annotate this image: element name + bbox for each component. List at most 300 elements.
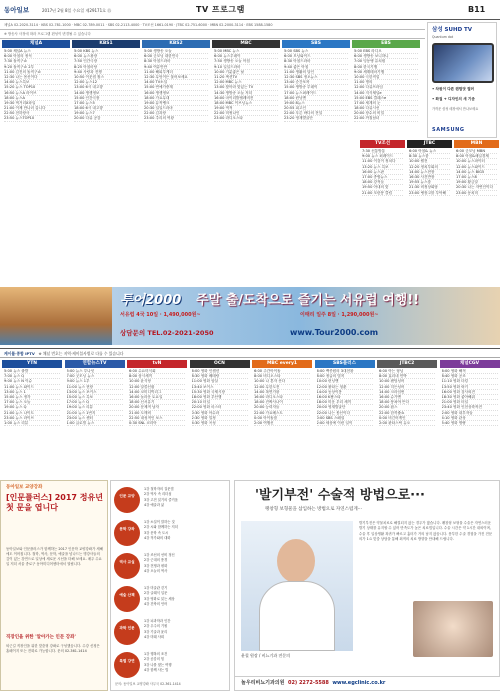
schedule-notice: ※ 방송사 사정에 따라 프로그램 편성이 변경될 수 있습니다 <box>0 30 425 39</box>
course-session: 1강 철학자의 질문법 <box>144 487 174 491</box>
program-listing: 15:00 인간극장 <box>74 96 138 101</box>
program-listing: 11:00 뉴스 와이드 <box>4 385 60 390</box>
channel-name[interactable]: EBS <box>352 40 420 48</box>
channel-column <box>282 40 350 285</box>
program-listing: 16:00 생생정보 <box>144 91 208 96</box>
program-listing: 17:00 뉴스5 <box>74 101 138 106</box>
program-listing: 18:00 런닝맨 <box>284 96 348 101</box>
ad-point: • 차원이 다른 퀀텀닷 컬러 <box>432 87 475 91</box>
program-listing: 19:00 뉴스 리뷰 <box>67 405 123 410</box>
channel-column <box>407 140 452 285</box>
program-listing: 5:00 EBS 라디오 <box>354 49 418 54</box>
program-listing: 7:00 뉴스 Q <box>4 374 60 379</box>
program-listing: 20:00 잡스 <box>379 405 435 410</box>
program-listing: 17:00 뉴스 오늘 <box>4 400 60 405</box>
program-listing: 12:30 SBS 정오뉴스 <box>284 75 348 80</box>
program-listing: 23:00 냉장고를 부탁해 <box>409 191 450 196</box>
program-listing: 0:00 비긴어게인 <box>379 416 435 421</box>
issue-date: 2017년 2월 8일 수요일 제29171호 ⑮ <box>42 8 112 13</box>
clinic-ad-subtitle: 팽창형 보형물을 삽입하는 방법으로 자연스럽게··· <box>265 507 362 512</box>
channel-name[interactable]: SBS <box>282 40 350 48</box>
program-listing: 2:00 여행신 <box>254 421 310 426</box>
newspaper-name: 동아일보 <box>4 6 30 14</box>
program-listing: 6:00 아침의 정석 <box>4 54 68 59</box>
program-listing: 13:00 찾아라 맛있는 TV <box>214 85 278 90</box>
page-header <box>0 0 500 20</box>
course-session: 3강 문학 속 도시 <box>144 530 169 535</box>
program-listing: 0:30 SNL 코리아 <box>129 421 185 426</box>
program-listing: 23:20 영재발굴단 <box>284 116 348 121</box>
clinic-ad-title: '발기부전' 수술적 방법으로··· <box>255 488 425 503</box>
program-listing: 8:00 효리네 민박 <box>379 374 435 379</box>
program-listing: 5:00 MBC 뉴스 <box>214 49 278 54</box>
program-listing: 9:40 여유만만 <box>144 65 208 70</box>
program-listing: 15:20 뉴스 TOP10 <box>4 85 68 90</box>
program-listing: 10:00 극한직업 <box>354 75 418 80</box>
program-listing: 5:40 영화 명량 <box>442 421 498 426</box>
channel-column <box>72 40 140 285</box>
program-listing: 14:00 크라임씬 <box>379 390 435 395</box>
program-listing: 16:00 마이리틀텔레비전 <box>214 96 278 101</box>
program-listing: 19:00 뉴스 Q <box>4 405 60 410</box>
program-listing: 14:00 TV소설 <box>144 80 208 85</box>
program-listing: 8:00 삼시세끼 <box>129 374 185 379</box>
program-listing: 14:30 생방송 오늘 저녁 <box>214 91 278 96</box>
program-listing: 11:00 뉴스 현장 <box>67 385 123 390</box>
channel-name[interactable]: OCN <box>190 360 250 368</box>
samsung-logo: SAMSUNG <box>432 127 465 133</box>
channel-column <box>212 40 280 285</box>
ad-point: • 화질 + 디자인의 새 기준 <box>432 97 475 101</box>
program-listing: 12:30 나는 몸신이다 <box>4 75 68 80</box>
couple-photo <box>413 601 493 657</box>
channel-name[interactable]: JTBC <box>407 140 452 148</box>
program-listing: 18:00 뉴스A <box>4 96 68 101</box>
channel-name[interactable]: TV조선 <box>360 140 405 148</box>
channel-column <box>360 140 405 285</box>
program-listing: 7:30 신통방통 <box>362 149 403 154</box>
program-listing: 12:00 MBC 뉴스 <box>214 80 278 85</box>
program-listing: 8:30 아침드라마 <box>284 59 348 64</box>
program-listing: 14:00 지식채널e <box>354 91 418 96</box>
course-item[interactable] <box>114 584 228 614</box>
program-listing: 10:00 뉴스파이터 <box>456 159 497 164</box>
program-listing: 0:30 영화 아수라 <box>192 411 248 416</box>
lecture-headline: [인문플러스] 2017 정유년 첫 문을 엽니다 <box>6 493 103 512</box>
program-listing: 15:00 뉴스 정각 <box>4 395 60 400</box>
program-listing: 12:00 뉴스와이드 <box>456 165 497 170</box>
course-session: 1강 뇌과학과 인간 <box>144 619 171 623</box>
program-listing: 8:30 영화 베테랑 <box>192 374 248 379</box>
lecture-headline-2: 직장인을 위한 '알아가는 인문 강좌' <box>6 635 76 640</box>
program-listing: 22:00 나는 몸신이다 <box>317 411 373 416</box>
program-listing: 13:40 보이스 <box>192 385 248 390</box>
program-listing: 9:40 좋은 아침 <box>284 65 348 70</box>
program-listing: 15:30 영화 국제시장 <box>192 390 248 395</box>
program-listing: 13:50 영화 럭키 <box>442 385 498 390</box>
program-listing: 16:00 라디오스타 <box>254 395 310 400</box>
channel-column <box>315 360 375 478</box>
program-listing: 11:20 섹션TV <box>214 75 278 80</box>
course-session: 1강 행복의 조건 <box>144 652 168 656</box>
course-session: 4강 건축의 언어 <box>144 601 168 606</box>
program-listing: 11:00 영화 암살 <box>192 379 248 384</box>
program-listing: 18:00 가요무대 <box>144 96 208 101</box>
program-listing: 14:00 코미디빅리그 <box>129 390 185 395</box>
program-listing: 19:00 황금알 <box>456 180 497 185</box>
program-listing: 22:00 영화 마스터 <box>192 405 248 410</box>
program-listing: 14:00 생생정보 <box>74 91 138 96</box>
program-listing: 17:00 뉴스퍼레이드 <box>284 91 348 96</box>
program-listing: 9:00 세계테마기행 <box>354 70 418 75</box>
course-session: 1강 소설이 말하는 것 <box>144 520 175 524</box>
course-session: 3강 영화로 읽는 세상 <box>144 596 175 601</box>
channel-name[interactable]: KBS1 <box>72 40 140 48</box>
program-listing: 19:00 뉴스7 <box>74 111 138 116</box>
program-listing: 1:00 글로벌 뉴스 <box>67 421 123 426</box>
course-session: 4강 미래 사회 <box>144 634 165 639</box>
program-listing: 18:00 뭉쳐야 뜬다 <box>379 400 435 405</box>
program-listing: 14:00 뉴스현장 <box>409 170 450 175</box>
course-category-badge: 예술 산책 <box>114 586 140 612</box>
program-listing: 19:00 뮤직뱅크 <box>144 101 208 106</box>
program-listing: 5:00 뉴스 출발 <box>4 369 60 374</box>
course-session: 1강 조선의 선비 정신 <box>144 553 175 557</box>
program-listing: 11:00 해피투게더 <box>144 70 208 75</box>
program-listing: 17:00 뉴스 Q <box>67 400 123 405</box>
channel-name[interactable]: tvN <box>127 360 187 368</box>
program-listing: 5:00 채널A 뉴스 <box>4 49 68 54</box>
course-session: 1강 미술관 걷기 <box>144 586 168 590</box>
program-listing: 11:00 김진의 돌직구쇼 <box>4 70 68 75</box>
clinic-contact <box>235 676 500 690</box>
program-listing: 22:00 가요베스트 <box>254 411 310 416</box>
channel-column <box>127 360 187 478</box>
program-listing: 1:00 뉴스 리뷰 <box>4 421 60 426</box>
program-listing: 22:00 미씽나인 <box>214 111 278 116</box>
course-session: 3강 전쟁과 평화 <box>144 563 168 568</box>
program-listing: 4:30 영화 곡성 <box>192 421 248 426</box>
program-listing: 0:00 아이돌룸 <box>254 416 310 421</box>
program-listing: 21:00 영화 터널 <box>442 400 498 405</box>
travel-ad-banner[interactable] <box>0 287 500 345</box>
program-listing: 16:00 K팝스타 <box>317 395 373 400</box>
travel-website-link[interactable]: www.Tour2000.com <box>290 328 379 337</box>
program-listing: 20:00 문제적 남자 <box>129 405 185 410</box>
program-listing: 11:10 영화 더킹 <box>442 379 498 384</box>
program-listing: 11:00 이것이 정치다 <box>362 159 403 164</box>
course-session: 2강 역사 속 리더십 <box>144 492 172 497</box>
course-session: 2강 시와 함께하는 저녁 <box>144 525 178 530</box>
program-listing: 20:00 능력자들 <box>254 405 310 410</box>
program-listing: 18:00 6시 내고향 <box>74 106 138 111</box>
program-listing: 2:30 영화 밀정 <box>192 416 248 421</box>
program-listing: 20:00 다큐 공감 <box>74 116 138 121</box>
program-listing: 11:00 생활의 달인 <box>284 70 348 75</box>
program-listing: 10:00 썰전 <box>409 159 450 164</box>
tour2000-logo: 투어2000 <box>120 293 182 308</box>
program-listing: 14:00 뉴스특보 <box>4 80 68 85</box>
course-list <box>110 480 230 691</box>
course-session: 2강 우주의 기원 <box>144 624 168 629</box>
program-listing: 16:50 뉴스A 라이브 <box>4 91 68 96</box>
program-listing: 5:00 생방송 오늘 <box>144 49 208 54</box>
program-listing: 12:00 알쓸신잡 <box>129 385 185 390</box>
program-listing: 9:00 뉴스 퍼레이드 <box>362 154 403 159</box>
program-listing: 0:00 SBS 스페셜 <box>317 416 373 421</box>
course-session: 4강 예술과 삶 <box>144 502 165 507</box>
clinic-ad[interactable] <box>234 480 500 691</box>
program-listing: 12:30 무엇이든 물어보세요 <box>144 75 208 80</box>
channel-column <box>454 140 499 285</box>
program-listing: 6:00 뉴스광장 <box>74 54 138 59</box>
program-listing: 22:50 내성적인 보스 <box>129 416 185 421</box>
program-listing: 19:50 아내의 맛 <box>362 185 403 190</box>
program-listing: 13:40 순간포착 <box>284 80 348 85</box>
course-session: 3강 기술과 윤리 <box>144 629 168 634</box>
program-listing: 5:00 KBS 뉴스 <box>74 49 138 54</box>
program-listing: 6:00 굿모닝 대한민국 <box>144 54 208 59</box>
travel-headline: 주말 출/도착으로 즐기는 서유럽 여행!! <box>196 293 420 308</box>
program-listing: 19:55 뉴스룸 <box>409 180 450 185</box>
program-listing: 10:00 런닝맨 <box>317 379 373 384</box>
program-listing: 23:00 뉴스 센터 <box>67 416 123 421</box>
course-item[interactable] <box>114 551 228 581</box>
program-listing: 23:40 영화 인천상륙작전 <box>442 405 498 410</box>
channel-name[interactable]: 연합뉴스TV <box>65 360 125 368</box>
cable-note: ※ 채널 번호는 지역·케이블사별로 다를 수 있습니다 <box>38 351 124 356</box>
program-listing: 23:50 뉴스TOP10 <box>4 116 68 121</box>
program-listing: 22:50 천하장사 <box>4 111 68 116</box>
program-listing: 6:00 생방송 보니하니 <box>354 54 418 59</box>
program-listing: 21:00 모란봉 클럽 <box>362 191 403 196</box>
ad-point: 가까운 삼성 매장에서 만나보세요 <box>432 107 479 111</box>
package-price: 서유럽 4국 10일 · 1,490,000원~ <box>120 312 201 318</box>
channel-column <box>190 360 250 478</box>
cable-iptv-header <box>0 348 500 358</box>
program-listing: 12:00 뉴스12 <box>74 80 138 85</box>
course-item[interactable] <box>114 485 228 515</box>
course-category-badge: 과학 인문 <box>114 619 140 645</box>
program-listing: 18:00 강적들 <box>362 180 403 185</box>
course-session: 2강 공감의 힘 <box>144 657 165 662</box>
program-listing: 11:00 명의 <box>354 80 418 85</box>
program-listing: 22:00 김과장 <box>144 111 208 116</box>
program-listing: 19:00 역적 <box>214 106 278 111</box>
program-listing: 2:00 영화 내부자들 <box>442 411 498 416</box>
channel-column <box>65 360 125 478</box>
program-listing: 23:00 동치미 <box>456 191 497 196</box>
program-listing: 8:40 영화 공조 <box>442 374 498 379</box>
program-listing: 7:50 인간극장 <box>74 59 138 64</box>
channel-name[interactable]: KBS2 <box>142 40 210 48</box>
page-number: B11 <box>468 5 486 14</box>
course-item[interactable] <box>114 617 228 647</box>
program-listing: 10:50 이웃집 찰스 <box>74 75 138 80</box>
doctor-name: 윤철 원장 / 비뇨기과 전문의 <box>241 653 290 658</box>
program-listing: 16:00 뉴스판 <box>362 170 403 175</box>
program-listing: 7:00 굿모닝 뉴스 <box>67 374 123 379</box>
course-session: 4강 오늘의 역사 <box>144 568 168 573</box>
program-listing: 6:00 아는 형님 <box>379 369 435 374</box>
lecture-body: 동아일보와 인문플러스가 함께하는 2017 인문학 교양강좌가 새해에도 이어집니다. 철학, 역사, 문학, 예술을 넘나드는 명강사들의 깊이 있는 강연으로 일상에 새로운 시선을 더해 보세요. 매주 수요일 저녁 서울 종로구 동아미디어센터에서 열립니다. <box>6 547 103 567</box>
program-listing: 23:00 라디오스타 <box>214 116 278 121</box>
program-listing: 21:00 뉴스 나이트 <box>4 411 60 416</box>
program-listing: 2:00 판타스틱 듀오 <box>379 421 435 426</box>
package-price: 이태리 일주 8일 · 1,290,000원~ <box>300 312 379 318</box>
course-session: 4강 작가와의 대화 <box>144 535 171 540</box>
doctor-photo <box>241 521 353 651</box>
program-listing: 19:00 8뉴스 <box>284 101 348 106</box>
clinic-name: 놀우리비뇨기과의원 <box>241 680 285 686</box>
program-listing: 17:00 뉴스8 <box>456 175 497 180</box>
lecture-kicker: 동아일보 교양강좌 <box>6 485 43 490</box>
program-listing: 8:00 한국기행 <box>354 65 418 70</box>
course-item[interactable] <box>114 518 228 548</box>
program-listing: 14:00 뉴스 BIG5 <box>456 170 497 175</box>
channel-name[interactable]: SBS플러스 <box>315 360 375 368</box>
program-listing: 13:20 뉴스 특보 <box>362 165 403 170</box>
program-listing: 10:00 윤식당 <box>129 379 185 384</box>
channel-name[interactable]: 채널CGV <box>440 360 500 368</box>
channel-name[interactable]: MBC every1 <box>252 360 312 368</box>
channel-column <box>440 360 500 478</box>
channel-column <box>377 360 437 478</box>
program-listing: 12:00 히든싱어 <box>379 385 435 390</box>
program-listing: 14:00 동상이몽 <box>317 390 373 395</box>
program-listing: 8:30 뉴스룸 <box>409 154 450 159</box>
course-category-badge: 역사 교실 <box>114 553 140 579</box>
program-listing: 18:00 영화 부산행 <box>192 395 248 400</box>
program-listing: 20:00 영재발굴단 <box>317 405 373 410</box>
program-listing: 15:00 생방송 투데이 <box>284 85 348 90</box>
program-listing: 22:00 한끼줍쇼 <box>379 411 435 416</box>
channel-column <box>252 360 312 478</box>
program-listing: 9:00 뉴스 N 이슈 <box>4 379 60 384</box>
broadcaster-contacts: 채널A 02-2020-3114 · KBS 02-781-1000 · MBC 02-789-0011 · SBS 02-2113-4000 · TV조선 1661-0190 · JTBC 02-751-6000 · MBN 02-2000-3114 · EBS 1588-1580 <box>0 21 425 30</box>
program-listing: 9:40 사랑과 전쟁 <box>74 70 138 75</box>
program-listing: 6:00 뉴스투데이 <box>214 54 278 59</box>
program-listing: 16:00 영화 검사외전 <box>442 390 498 395</box>
program-listing: 17:00 종합뉴스 <box>362 175 403 180</box>
channel-name[interactable]: MBC <box>212 40 280 48</box>
program-listing: 12:20 정치부회의 <box>409 165 450 170</box>
program-listing: 18:30 영화 좋아해줘 <box>442 395 498 400</box>
clinic-phone: 02) 2272-5588 <box>287 680 329 686</box>
channel-name[interactable]: MBN <box>454 140 499 148</box>
program-listing: 20:30 일일드라마 <box>144 106 208 111</box>
program-listing: 21:00 뉴스 1번지 <box>67 411 123 416</box>
channel-column <box>2 40 70 285</box>
program-listing: 6:00 아침& 뉴스 <box>409 149 450 154</box>
program-listing: 8:00 비디오스타 <box>254 374 310 379</box>
course-category-badge: 특별 강연 <box>114 652 140 678</box>
course-session: 3강 고전 읽기의 즐거움 <box>144 497 178 502</box>
course-session: 3강 나를 찾는 여행 <box>144 662 172 667</box>
program-listing: 21:00 도깨비 <box>129 411 185 416</box>
program-listing: 13:00 뉴스 1 <box>4 390 60 395</box>
lecture-body-2: 퇴근길 직장인을 위한 맞춤형 강좌로 구성했습니다. 수강 신청은 홈페이지 또는 전화로 가능합니다. 문의 02-361-1414 <box>6 644 100 654</box>
course-category-badge: 인문 교양 <box>114 487 140 513</box>
courses-footer: 문의: 동아일보 교양강좌 사무국 02-361-1414 <box>115 681 181 686</box>
program-listing: 4:10 영화 관상 <box>442 416 498 421</box>
program-listing: 9:20 돌직구쇼 2부 <box>4 65 68 70</box>
cable-section-title: 케이블·종합 IPTV <box>4 351 35 356</box>
program-listing: 6:00 굿모닝 MBN <box>456 149 497 154</box>
lecture-ad[interactable] <box>0 480 108 691</box>
program-listing: 18:00 진짜사나이 <box>254 400 310 405</box>
program-listing: 8:30 아침드라마 <box>144 59 208 64</box>
venice-photo <box>0 287 112 345</box>
program-listing: 6:00 백종원의 3대천왕 <box>317 369 373 374</box>
course-category-badge: 문학 강좌 <box>114 520 140 546</box>
course-session: 4강 함께 사는 법 <box>144 667 169 672</box>
program-listing: 7:50 생방송 오늘 아침 <box>214 59 278 64</box>
program-listing: 18:00 다큐시선 <box>354 106 418 111</box>
program-listing: 6:00 주간아이돌 <box>254 369 310 374</box>
program-listing: 6:00 영화 인셉션 <box>192 369 248 374</box>
program-listing: 6:00 수요미식회 <box>129 369 185 374</box>
tv-image <box>432 43 494 83</box>
program-listing: 10:00 기분좋은 날 <box>214 70 278 75</box>
program-listing: 20:00 장수의 비밀 <box>354 111 418 116</box>
program-listing: 15:00 뉴스 특보 <box>67 395 123 400</box>
program-listing: 13:00 뉴스 포커스 <box>67 390 123 395</box>
program-listing: 15:00 EBS 클래스e <box>354 96 418 101</box>
program-listing: 21:00 이제 만나러 갑니다 <box>4 106 68 111</box>
clinic-website-link[interactable]: www.egclinic.co.kr <box>332 680 386 686</box>
program-listing: 5:00 SBS 뉴스 <box>284 49 348 54</box>
program-listing: 6:00 영화 해적 <box>442 369 498 374</box>
program-listing: 15:00 연예가중계 <box>144 85 208 90</box>
program-listing: 8:00 정글의 법칙 <box>317 374 373 379</box>
program-listing: 18:00 신서유기 <box>129 400 185 405</box>
section-title: TV 프로그램 <box>196 5 245 14</box>
program-listing: 20:55 피고인 <box>284 106 348 111</box>
program-listing: 13:00 6시 내고향 <box>74 85 138 90</box>
ad-title: 삼성 SUHD TV <box>432 27 473 33</box>
program-listing: 20:30 나는 자연인이다 <box>456 185 497 190</box>
program-listing: 22:00 까칠남녀 <box>354 116 418 121</box>
travel-phone: 상담문의 TEL.02-2021-2050 <box>120 329 214 337</box>
program-listing: 16:30 사건반장 <box>409 175 450 180</box>
clinic-ad-body: 발기부전은 약물치료로 해결되지 않는 경우가 많습니다. 팽창형 보형물 수술은 자연스러운 발기 상태를 유지할 수 있어 만족도가 높은 치료법입니다. 수술 시간은 약 1시간 내외이며, 수술 후 일상생활 복귀가 빠르고 흉터가 거의 남지 않습니다. 풍부한 수술 경험을 가진 전문의가 1:1 맞춤 상담을 통해 최적의 치료 방향을 안내해 드립니다. <box>359 521 492 541</box>
program-listing: 23:00 추리의 여왕 <box>144 116 208 121</box>
ad-subtitle: Quantum dot <box>432 35 454 39</box>
program-listing: 6:00 모닝와이드 <box>284 54 348 59</box>
program-listing: 16:00 놀라운 토요일 <box>129 395 185 400</box>
course-session: 2강 근대의 풍경 <box>144 558 168 563</box>
program-listing: 8:00 아침&매일경제 <box>456 154 497 159</box>
program-listing: 8:25 아침마당 <box>74 65 138 70</box>
program-listing: 10:00 나 혼자 산다 <box>254 379 310 384</box>
channel-name[interactable]: JTBC2 <box>377 360 437 368</box>
program-listing: 14:00 복면가왕 <box>254 390 310 395</box>
channel-name[interactable]: 채널A <box>2 40 70 48</box>
program-listing: 18:00 MBC 이브닝뉴스 <box>214 101 278 106</box>
program-listing: 18:00 미운 우리 새끼 <box>317 400 373 405</box>
channel-name[interactable]: YTN <box>2 360 62 368</box>
channel-column <box>142 40 210 285</box>
program-listing: 7:30 돌직구쇼 <box>4 59 68 64</box>
channel-column <box>2 360 62 478</box>
program-listing: 7:00 딩동댕 유치원 <box>354 59 418 64</box>
program-listing: 2:00 세상에 이런 일이 <box>317 421 373 426</box>
program-listing: 20:10 터널 <box>192 400 248 405</box>
program-listing: 16:00 슈가맨 <box>379 395 435 400</box>
course-item[interactable] <box>114 650 228 680</box>
samsung-tv-ad[interactable] <box>427 22 497 138</box>
